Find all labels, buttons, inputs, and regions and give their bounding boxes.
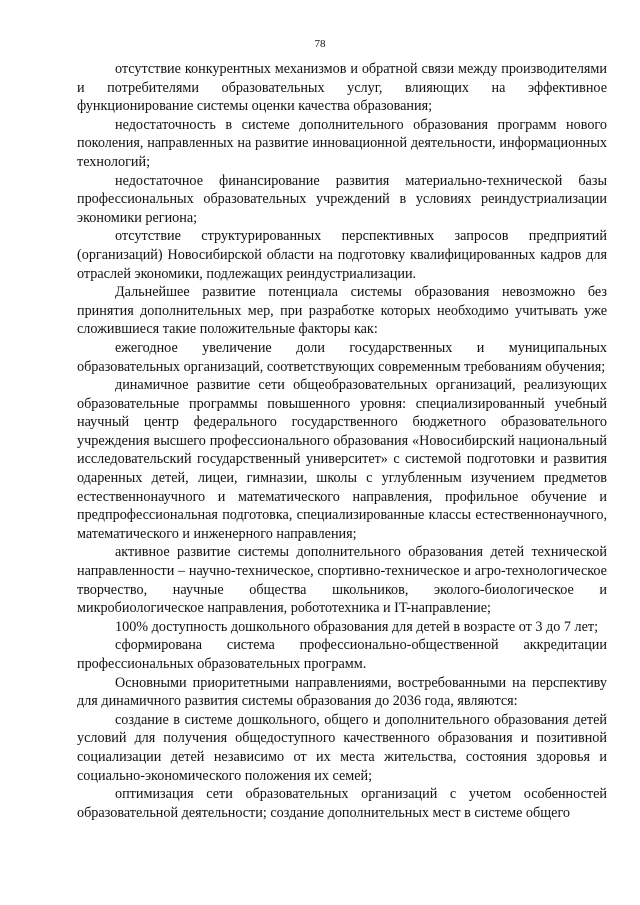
paragraph: недостаточность в системе дополнительного образования программ нового поколения, направленных на развитие инновационной деятельности, информационных технологий; [77,116,607,170]
paragraph: ежегодное увеличение доли государственных и муниципальных образовательных организаций, соответствующих современным требованиям обучения; [77,339,607,375]
paragraph: Основными приоритетными направлениями, востребованными на перспективу для динамичного развития системы образования до 2036 года, являются: [77,674,607,710]
paragraph: оптимизация сети образовательных организаций с учетом особенностей образовательной деятельности; создание дополнительных мест в системе общего [77,786,607,821]
paragraph: активное развитие системы дополнительного образования детей технической направленности – научно-техническое, спортивно-техническое и агро-технологическое творчество, научные общества школьников, эколого-биологическое и микробиологическое направления, робототехника и IT-направление; [77,544,607,617]
paragraph: динамичное развитие сети общеобразовательных организаций, реализующих образовательные программы повышенного уровня: специализированный учебный научный центр федерального государственного бюджетного образовательного учреждения высшего профессионального образования «Новосибирский национальный исследовательский государственный университет» с системой подготовки и развития одаренных детей, лицеи, гимназии, школы с углубленным изучением предметов естественнонаучного и математического направления, профильное обучение и предпрофессиональная подготовка, специализированные классы естественнонаучного, математического и инженерного направления; [77,377,607,542]
body-text [77,60,607,822]
paragraph: сформирована система профессионально-общественной аккредитации профессиональных образовательных программ. [77,637,607,672]
paragraph: отсутствие структурированных перспективных запросов предприятий (организаций) Новосибирской области на подготовку квалифицированных кадров для отраслей экономики, подлежащих реиндустриализации. [77,228,607,282]
paragraph: 100% доступность дошкольного образования для детей в возрасте от 3 до 7 лет; [115,618,599,635]
paragraph: Дальнейшее развитие потенциала системы образования невозможно без принятия дополнительных мер, при разработке которых необходимо учитывать уже сложившиеся такие положительные факторы как: [77,284,607,338]
paragraph: отсутствие конкурентных механизмов и обратной связи между производителями и потребителями образовательных услуг, влияющих на эффективное функционирование системы оценки качества образования; [77,61,607,115]
paragraph: создание в системе дошкольного, общего и дополнительного образования детей условий для получения общедоступного качественного образования и позитивной социализации детей независимо от их места жительства, состояния здоровья и социально-экономического положения их семей; [77,711,607,784]
paragraph: недостаточное финансирование развития материально-технической базы профессиональных образовательных учреждений в условиях реиндустриализации экономики региона; [77,172,607,226]
page-number: 78 [314,38,326,50]
